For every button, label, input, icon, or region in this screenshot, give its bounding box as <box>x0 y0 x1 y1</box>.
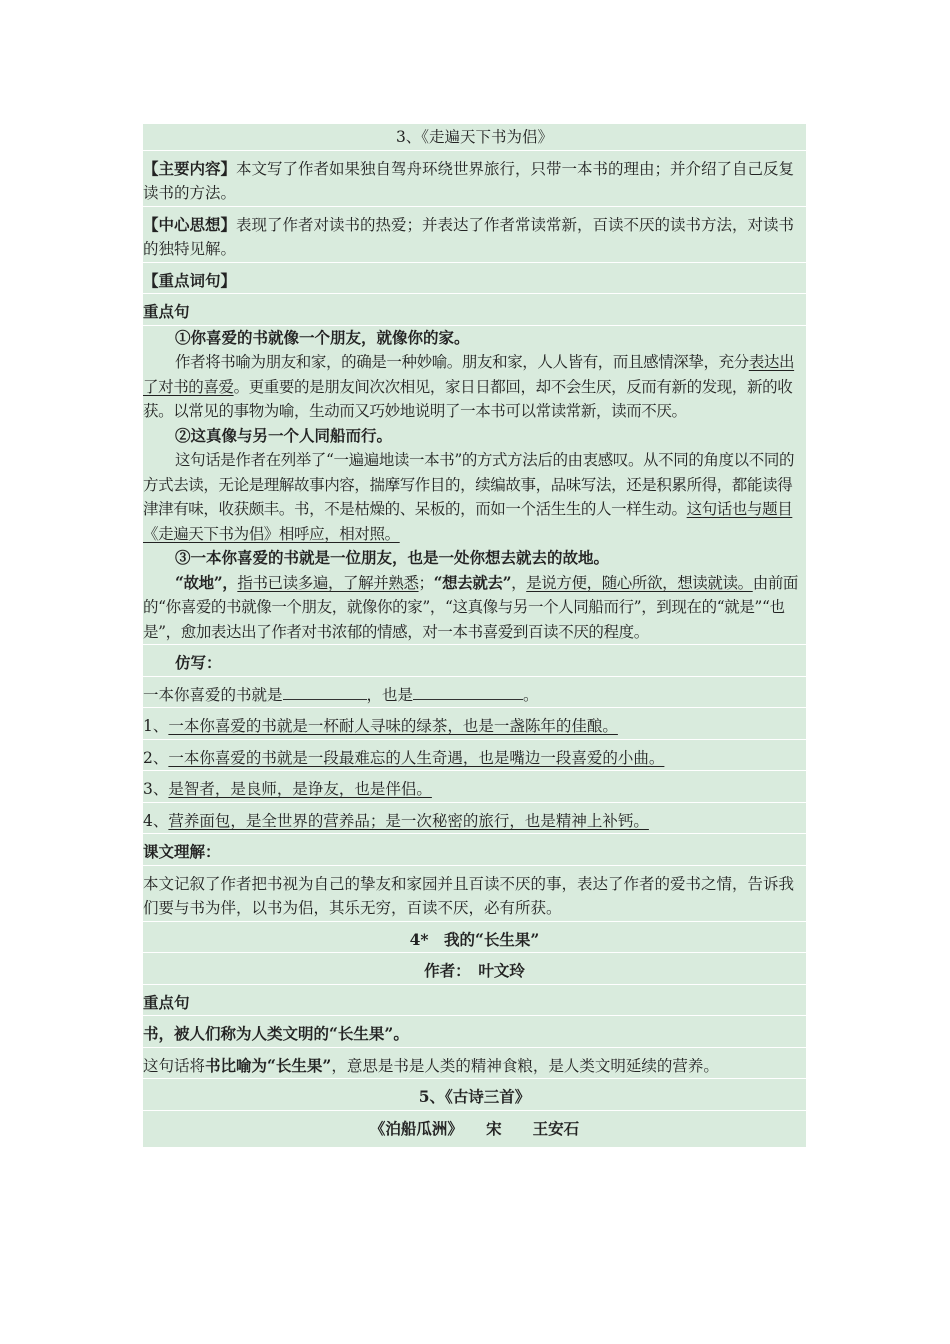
example-2: 2、一本你喜爱的书就是一段最难忘的人生奇遇，也是嘴边一段喜爱的小曲。 <box>143 746 806 772</box>
lesson3-title: 3、《走遍天下书为侣》 <box>143 124 806 151</box>
central-idea-paragraph: 【中心思想】表现了作者对读书的热爱；并表达了作者常读常新，百读不厌的读书方法，对读书的独特见解。 <box>143 213 806 263</box>
fill-blank-2 <box>413 683 523 700</box>
example-1: 1、一本你喜爱的书就是一杯耐人寻味的绿茶，也是一盏陈年的佳酿。 <box>143 714 806 740</box>
key-sentence-label: 重点句 <box>143 300 806 326</box>
text-understanding-paragraph: 本文记叙了作者把书视为自己的挚友和家园并且百读不厌的事，表达了作者的爱书之情，告诉我们要与书为伴，以书为侣，其乐无穷，百读不厌，必有所获。 <box>143 872 806 922</box>
example-4: 4、营养面包，是全世界的营养品；是一次秘密的旅行，也是精神上补钙。 <box>143 809 806 835</box>
key-sentence-2-analysis: 这句话是作者在列举了“一遍遍地读一本书”的方式方法后的由衷感叹。从不同的角度以不同的方式去读，无论是理解故事内容，揣摩写作目的，续编故事，品味写法，还是积累所得，都能读得津津有味，收获颇丰。书，不是枯燥的、呆板的，而如一个活生生的人一样生动。这句话也与题目《走遍天下书为侣》相呼应，相对照。 <box>143 451 795 543</box>
key-words-heading: 【重点词句】 <box>143 269 806 295</box>
key-sentence-1-analysis: 作者将书喻为朋友和家，的确是一种妙喻。朋友和家，人人皆有，而且感情深挚，充分表达出了对书的喜爱。更重要的是朋友间次次相见，家日日都回，却不会生厌，反而有新的发现，新的收获。以常见的事物为喻，生动而又巧妙地说明了一本书可以常读常新，读而不厌。 <box>143 353 795 420</box>
imitate-template: 一本你喜爱的书就是 ，也是 。 <box>143 683 806 709</box>
document-page <box>143 124 806 1147</box>
lesson4-key-sentence: 书，被人们称为人类文明的“长生果”。 <box>143 1022 806 1048</box>
key-sentence-2-title: ②这真像与另一个人同船而行。 <box>175 425 393 445</box>
lesson4-author: 作者： 叶文玲 <box>143 959 806 985</box>
text-understanding-label: 课文理解： <box>143 840 806 866</box>
poem-title: 《泊船瓜洲》 宋 王安石 <box>369 1118 580 1138</box>
imitate-label: 仿写： <box>143 651 806 677</box>
lesson4-title: 4* 我的“长生果” <box>143 928 806 954</box>
lesson4-key-sentence-label: 重点句 <box>143 991 806 1017</box>
example-3: 3、是智者，是良师，是诤友，也是伴侣。 <box>143 777 806 803</box>
fill-blank-1 <box>283 683 367 700</box>
main-content-paragraph: 【主要内容】本文写了作者如果独自驾舟环绕世界旅行，只带一本书的理由；并介绍了自己反复读书的方法。 <box>143 157 806 207</box>
key-sentence-3-analysis: “故地”，指书已读多遍，了解并熟悉；“想去就去”，是说方便，随心所欲，想读就读。由前面的“你喜爱的书就像一个朋友，就像你的家”，“这真像与另一个人同船而行”，到现在的“就是”“也是”，愈加表达出了作者对书浓郁的情感，对一本书喜爱到百读不厌的程度。 <box>143 571 806 646</box>
central-idea-label: 【中心思想】 <box>143 214 237 234</box>
lesson4-explanation: 这句话将书比喻为“长生果”，意思是书是人类的精神食粮，是人类文明延续的营养。 <box>143 1054 806 1080</box>
main-content-label: 【主要内容】 <box>143 158 237 178</box>
key-sentence-1-title: ①你喜爱的书就像一个朋友，就像你的家。 <box>175 327 470 347</box>
key-sentence-3-title: ③一本你喜爱的书就是一位朋友，也是一处你想去就去的故地。 <box>175 548 610 567</box>
lesson5-title: 5、《古诗三首》 <box>143 1085 806 1111</box>
